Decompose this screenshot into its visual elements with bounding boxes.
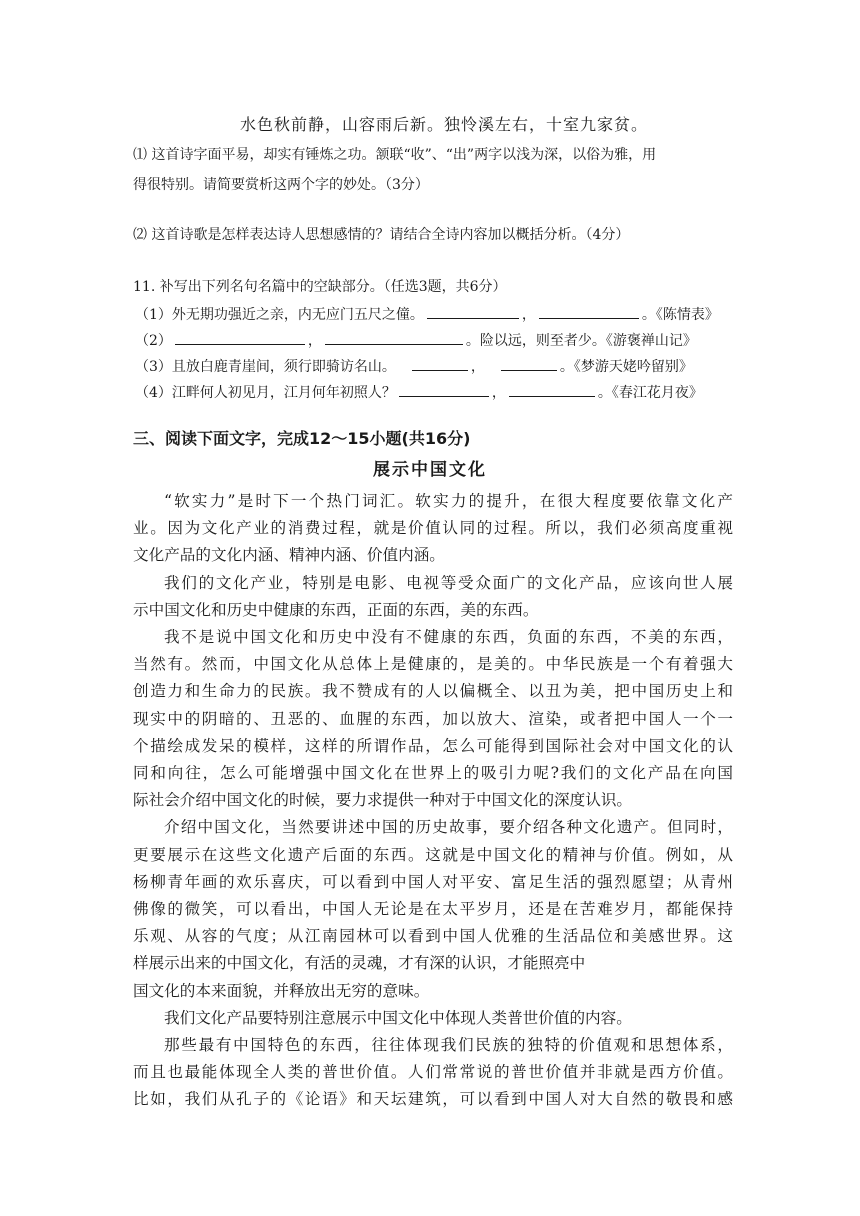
fill-blank-item-4 [135,382,703,402]
article-line: 样展示出来的中国文化，有活的灵魂，才有深的认识，才能照亮中 [133,954,586,973]
article-line: 我们的文化产业，特别是电影、电视等受众面广的文化产品，应该向世人展 [164,573,733,592]
fill-item-4-blank-a[interactable] [399,382,489,397]
article-line: 业。因为文化产业的消费过程，就是价值认同的过程。所以，我们必须高度重视 [133,519,733,538]
article-line: 现实中的阴暗的、丑恶的、血腥的东西，加以放大、渲染，或者把中国人一个一 [133,709,733,728]
fill-item-4-suffix: 。《春江花月夜》 [597,385,703,401]
fill-item-2-blank-b[interactable] [325,330,463,345]
fill-item-1-blank-a[interactable] [427,304,519,319]
question-1-line-1: ⑴ 这首诗字面平易，却实有锤炼之功。颔联“收”、“出”两字以浅为深，以俗为雅，用 [133,147,657,163]
question-1-line-2: 得很特别。请简要赏析这两个字的妙处。（3分） [133,177,429,193]
fill-blank-item-2 [135,330,697,350]
fill-item-3-blank-a[interactable] [412,356,468,371]
article-line: 比如，我们从孔子的《论语》和天坛建筑，可以看到中国人对大自然的敬畏和感 [133,1090,733,1109]
fill-item-1-suffix: 。《陈情表》 [641,307,719,323]
fill-item-2-prefix: （2） [135,333,172,349]
article-line: 国文化的本来面貌，并释放出无穷的意味。 [133,981,430,1000]
article-line: 际社会介绍中国文化的时候，要力求提供一种对于中国文化的深度认识。 [133,791,633,810]
article-line: 个描绘成发呆的模样，这样的所谓作品，怎么可能得到国际社会对中国文化的认 [133,736,733,755]
fill-item-4-mid: ， [491,385,506,401]
article-line: 那些最有中国特色的东西，往往体现我们民族的独特的价值观和思想体系， [164,1036,733,1055]
fill-blank-item-1 [135,304,719,324]
article-line: 我们文化产品要特别注意展示中国文化中体现人类普世价值的内容。 [164,1008,632,1027]
fill-blank-item-3 [135,356,693,376]
article-line: 当然有。然而，中国文化从总体上是健康的，是美的。中华民族是一个有着强大 [133,655,733,674]
article-line: 我不是说中国文化和历史中没有不健康的东西，负面的东西，不美的东西， [164,628,733,647]
section-heading: 三、阅读下面文字，完成12～15小题(共16分) [133,429,471,448]
fill-item-2-suffix: 。险以远，则至者少。《游褒禅山记》 [465,333,697,349]
article-line: 更要展示在这些文化遗产后面的东西。这就是中国文化的精神与价值。例如，从 [133,845,733,864]
article-line: 乐观、从容的气度；从江南园林可以看到中国人优雅的生活品位和美感世界。这 [133,927,733,946]
article-line: 文化产品的文化内涵、精神内涵、价值内涵。 [133,546,445,565]
article-line: 创造力和生命力的民族。我不赞成有的人以偏概全、以丑为美，把中国历史上和 [133,682,733,701]
article-line: 而且也最能体现全人类的普世价值。人们常常说的普世价值并非就是西方价值。 [133,1063,733,1082]
article-line: 介绍中国文化，当然要讲述中国的历史故事，要介绍各种文化遗产。但同时， [164,818,733,837]
article-line: “软实力”是时下一个热门词汇。软实力的提升，在很大程度要依靠文化产 [164,492,733,510]
fill-item-3-suffix: 。《梦游天姥吟留别》 [559,359,693,375]
article-line: 同和向往，怎么可能增强中国文化在世界上的吸引力呢?我们的文化产品在向国 [133,764,733,783]
fill-item-1-mid: ， [521,307,536,323]
fill-item-2-blank-a[interactable] [175,330,305,345]
question-11-heading: 11. 补写出下列名句名篇中的空缺部分。（任选3题，共6分） [133,279,507,295]
question-2: ⑵ 这首诗歌是怎样表达诗人思想感情的？请结合全诗内容加以概括分析。（4分） [133,227,630,243]
article-line: 佛像的微笑，可以看出，中国人无论是在太平岁月，还是在苦难岁月，都能保持 [133,900,733,919]
fill-item-4-prefix: （4）江畔何人初见月，江月何年初照人？ [135,385,396,401]
article-line: 示中国文化和历史中健康的东西，正面的东西，美的东西。 [133,600,539,619]
fill-item-4-blank-b[interactable] [509,382,595,397]
fill-item-1-prefix: （1）外无期功强近之亲，内无应门五尺之僮。 [135,307,424,323]
fill-item-3-mid: ， [470,359,485,375]
fill-item-3-blank-b[interactable] [501,356,557,371]
fill-item-2-mid: ， [307,333,322,349]
fill-item-3-prefix: （3）且放白鹿青崖间，须行即骑访名山。 [135,359,396,375]
article-body [133,488,733,1114]
fill-item-1-blank-b[interactable] [539,304,639,319]
article-title: 展示中国文化 [373,460,487,480]
article-line: 杨柳青年画的欢乐喜庆，可以看到中国人对平安、富足生活的强烈愿望；从青州 [133,872,733,891]
poem-line: 水色秋前静，山容雨后新。独怜溪左右，十室九家贫。 [240,115,649,134]
